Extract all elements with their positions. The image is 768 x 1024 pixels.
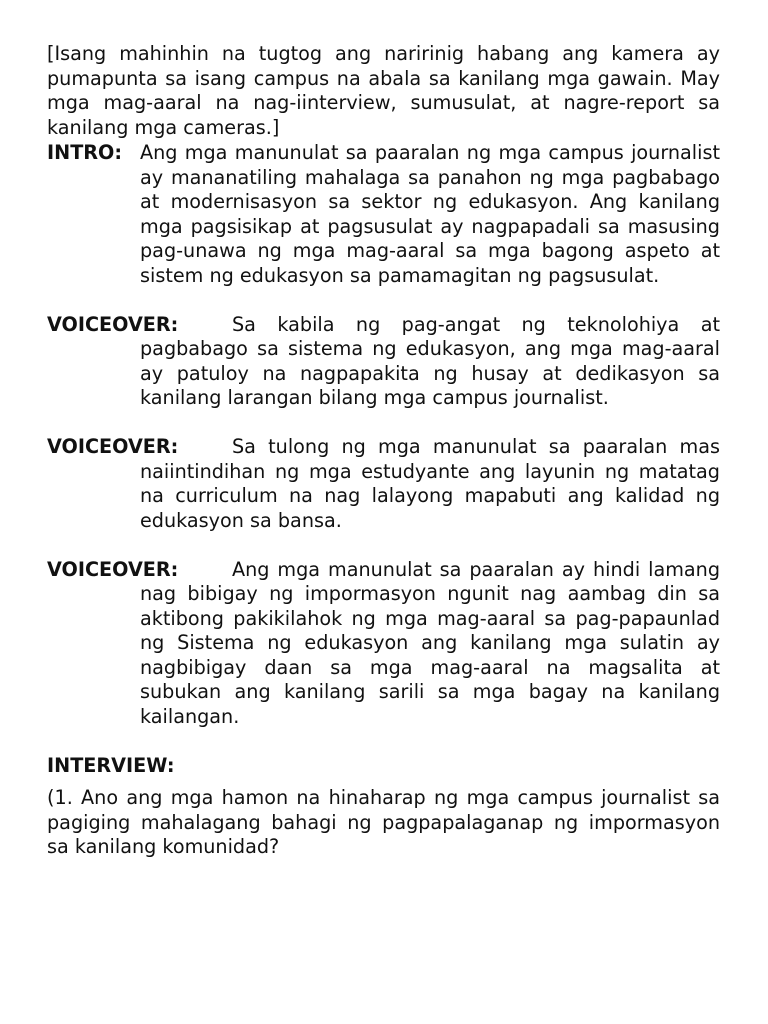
opening-stage-direction: [Isang mahinhin na tugtog ang naririnig habang ang kamera ay pumapunta sa isang campus na abala sa kanilang mga gawain. May mga mag-aaral na nag-iinterview, sumusulat, at nagre-report sa kanilang mga cameras.] bbox=[47, 42, 720, 139]
voiceover-label-1: VOICEOVER: bbox=[47, 312, 179, 336]
voiceover-text-2: Sa tulong ng mga manunulat sa paaralan mas naiintindihan ng mga estudyante ang layunin ng matatag na curriculum na nag lalayong mapabuti ang kalidad ng edukasyon sa bansa. bbox=[140, 435, 720, 532]
interview-question: (1. Ano ang mga hamon na hinaharap ng mga campus journalist sa pagiging mahalagang bahagi ng pagpapalaganap ng impormasyon sa kanilang komunidad? bbox=[47, 786, 720, 858]
voiceover-label-3: VOICEOVER: bbox=[47, 557, 179, 581]
interview-heading: INTERVIEW: bbox=[47, 753, 175, 777]
intro-section bbox=[47, 141, 720, 288]
voiceover-label-2: VOICEOVER: bbox=[47, 435, 179, 458]
voiceover-section-2 bbox=[47, 435, 720, 533]
voiceover-text-3: Ang mga manunulat sa paaralan ay hindi lamang nag bibigay ng impormasyon ngunit nag aambag din sa aktibong pakikilahok ng mga mag-aaral sa pag-papaunlad ng Sistema ng edukasyon ang kanilang mga sulatin ay nagbibigay daan sa mga mag-aaral na magsalita at subukan ang kanilang sarili sa mga bagay na kanilang kailangan. bbox=[140, 557, 720, 728]
voiceover-section-3 bbox=[47, 558, 720, 730]
document-page bbox=[47, 42, 720, 860]
voiceover-text-1: Sa kabila ng pag-angat ng teknolohiya at pagbabago sa sistema ng edukasyon, ang mga mag-aaral ay patuloy na nagpapakita ng husay at dedikasyon sa kanilang larangan bilang mga campus journalist. bbox=[140, 312, 720, 409]
intro-text: Ang mga manunulat sa paaralan ng mga campus journalist ay mananatiling mahalaga sa panahon ng mga pagbabago at modernisasyon sa sektor ng edukasyon. Ang kanilang mga pagsisikap at pagsusulat ay nagpapadali sa masusing pag-unawa ng mga mag-aaral sa mga bagong aspeto at sistem ng edukasyon sa pamamagitan ng pagsusulat. bbox=[140, 141, 720, 287]
voiceover-section-1 bbox=[47, 313, 720, 411]
intro-label: INTRO: bbox=[47, 141, 123, 164]
